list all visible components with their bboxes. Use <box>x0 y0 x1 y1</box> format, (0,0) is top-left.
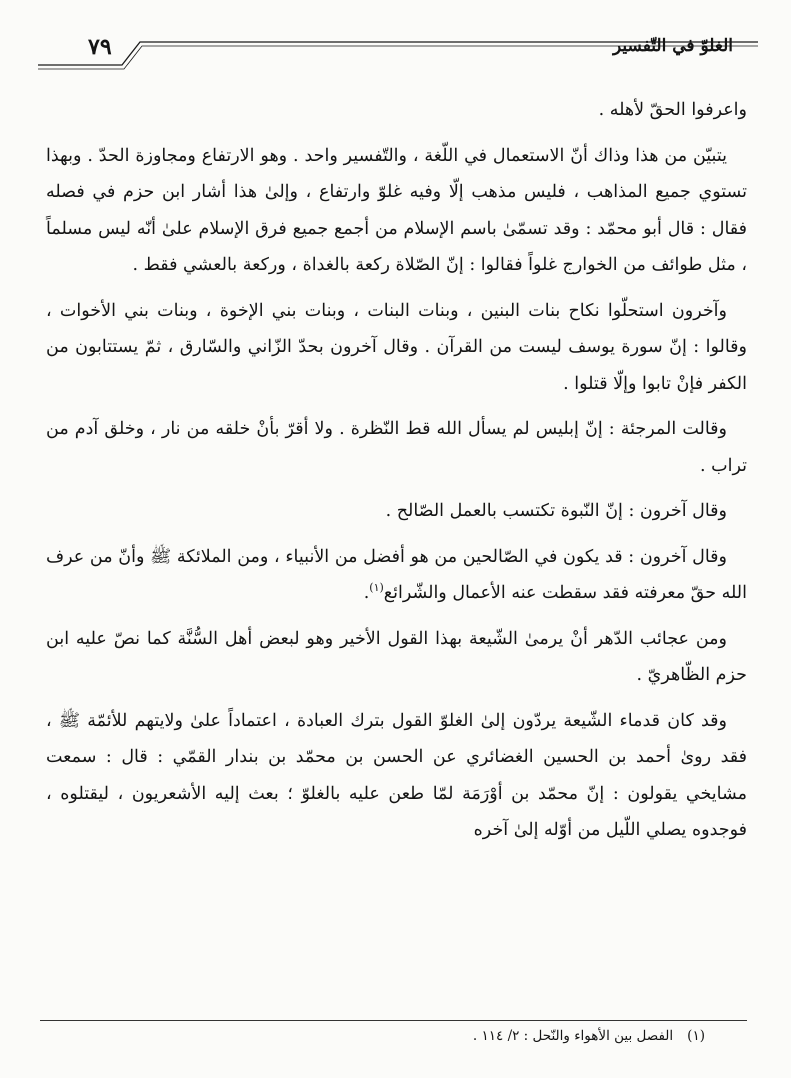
running-title: الغلوّ في التّفسير <box>613 36 733 56</box>
page-number: ٧٩ <box>88 34 112 60</box>
paragraph: وآخرون استحلّوا نكاح بنات البنين ، وبنات البنات ، وبنات بني الإخوة ، وبنات بني الأخوات ، وقالوا : إنّ سورة يوسف ليست من القرآن . وقال آخرون بحدّ الزّاني والسّارق ، ثمّ يستتابون من الكفر فإنْ تابوا وإلّا قتلوا . <box>46 300 747 394</box>
footnote-number: (١) <box>687 1028 705 1044</box>
paragraph-text: وقال آخرون : قد يكون في الصّالحين من هو أفضل من الأنبياء ، ومن الملائكة ﷺ وأنّ من عرف الله حقّ معرفته فقد سقطت عنه الأعمال والشّرائع <box>46 546 747 603</box>
paragraph <box>46 539 747 612</box>
footnote-separator <box>40 1020 747 1021</box>
paragraph: وقالت المرجئة : إنّ إبليس لم يسأل الله قط النّظرة . ولا أقرّ بأنْ خلقه من نار ، وخلق آدم من تراب . <box>46 419 747 476</box>
paragraph: ومن عجائب الدّهر أنْ يرمىٰ الشّيعة بهذا القول الأخير وهو لبعض أهل السُّنَّة كما نصّ عليه ابن حزم الظّاهريّ . <box>46 628 747 685</box>
paragraph-end: . <box>363 583 370 603</box>
footnote-reference[interactable]: (١) <box>369 581 384 595</box>
body-text <box>46 92 747 849</box>
footnote <box>473 1028 705 1044</box>
running-header <box>0 0 791 72</box>
paragraph: وقال آخرون : إنّ النّبوة تكتسب بالعمل الصّالح . <box>385 501 727 521</box>
paragraph: واعرفوا الحقّ لأهله . <box>598 100 747 120</box>
paragraph: يتبيّن من هذا وذاك أنّ الاستعمال في اللّغة ، والتّفسير واحد . وهو الارتفاع ومجاوزة الحدّ . وبهذا تستوي جميع المذاهب ، فليس مذهب إلّا وفيه غلوّ وارتفاع ، وإلىٰ هذا أشار ابن حزم في فصله فقال : قال أبو محمّد : وقد تسمّىٰ باسم الإسلام من أجمع جميع فرق الإسلام علىٰ أنّه ليس مسلماً ، مثل طوائف من الخوارج غلواً فقالوا : إنّ الصّلاة ركعة بالغداة ، وركعة بالعشي فقط . <box>46 145 747 275</box>
footnote-text: الفصل بين الأهواء والنّحل : ٢/ ١١٤ . <box>472 1028 674 1044</box>
paragraph: وقد كان قدماء الشّيعة يردّون إلىٰ الغلوّ القول بترك العبادة ، اعتماداً علىٰ ولايتهم للأئمّة ﷺ ، فقد روىٰ أحمد بن الحسين الغضائري عن الحسن بن محمّد بن بندار القمّي : قال : سمعت مشايخي يقولون : إنّ محمّد بن أوْرَمَة لمّا طعن عليه بالغلوّ ؛ بعث إليه الأشعريون ، ليقتلوه ، فوجدوه يصلي اللّيل من أوّله إلىٰ آخره <box>46 710 747 840</box>
